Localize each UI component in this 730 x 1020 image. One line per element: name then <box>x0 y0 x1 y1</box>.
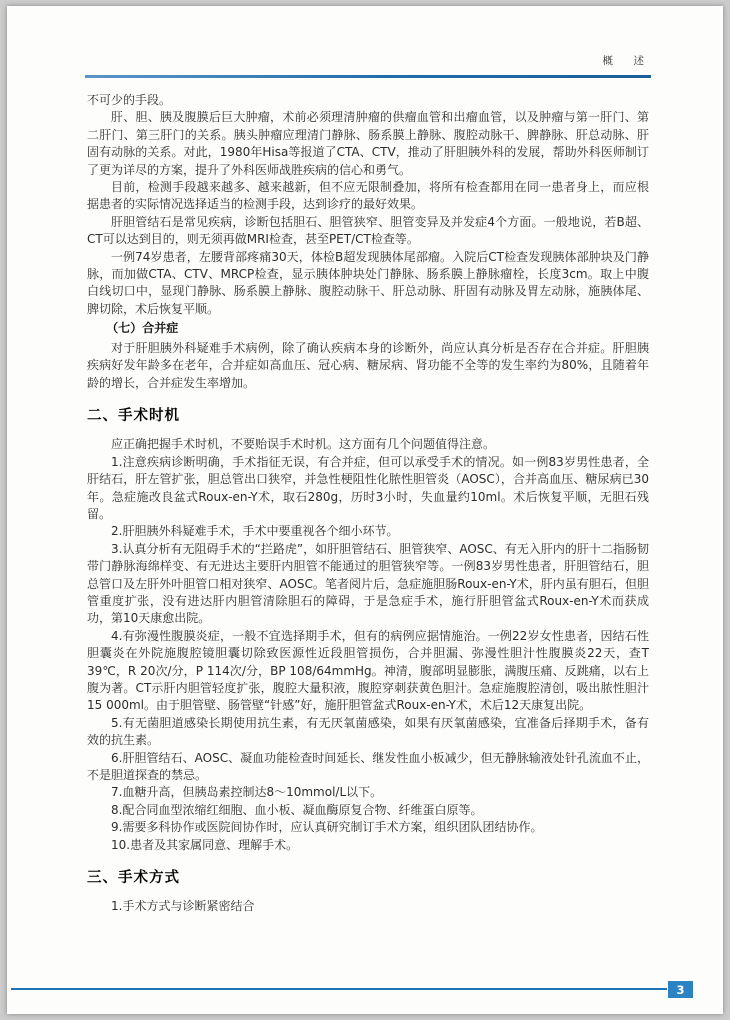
paragraph: 2.肝胆胰外科疑难手术，手术中要重视各个细小环节。 <box>111 524 399 539</box>
page-header <box>85 54 651 78</box>
paragraph: 10.患者及其家属同意、理解手术。 <box>111 837 299 852</box>
subsection-heading: （七）合并症 <box>106 321 179 336</box>
paragraph: 3.认真分析有无阻碍手术的“拦路虎”，如肝胆管结石、胆管狭窄、AOSC、有无入肝内的肝十二指肠韧带门静脉海绵样变、有无进达主要肝内胆管不能通过的胆管狭窄等。一例83岁男性患者，肝胆管结石，胆总管口及左肝外叶胆管口相对狭窄、AOSC。笔者阅片后，急症施胆肠Roux-en-Y术，肝内虽有胆石，但胆管重度扩张，没有进达肝内胆管清除胆石的障碍，于是急症手术，施行肝胆管盆式Roux-en-Y术而获成功，第10天康愈出院。 <box>87 541 649 626</box>
page-header-label: 概 述 <box>602 55 649 67</box>
page-number-badge: 3 <box>668 981 693 998</box>
section-heading: 二、手术时机 <box>87 407 180 424</box>
paragraph: 目前，检测手段越来越多、越来越新，但不应无限制叠加，将所有检查都用在同一患者身上，而应根据患者的实际情况选择适当的检测手段，达到诊疗的最好效果。 <box>87 180 649 212</box>
paragraph: 9.需要多科协作或医院间协作时，应认真研究制订手术方案，组织团队团结协作。 <box>111 820 543 835</box>
paragraph: 肝胆管结石是常见疾病，诊断包括胆石、胆管狭窄、胆管变异及并发症4个方面。一般地说，若B超、CT可以达到目的，则无须再做MRI检查，甚至PET/CT检查等。 <box>87 214 649 247</box>
paragraph: 8.配合同血型浓缩红细胞、血小板、凝血酶原复合物、纤维蛋白原等。 <box>111 802 483 817</box>
paragraph-continuation: 不可少的手段。 <box>87 93 172 107</box>
paragraph: 6.肝胆管结石、AOSC、凝血功能检查时间延长、继发性血小板减少，但无静脉输液处针孔流血不止，不是胆道探查的禁忌。 <box>87 750 649 783</box>
paragraph: 对于肝胆胰外科疑难手术病例，除了确认疾病本身的诊断外，尚应认真分析是否存在合并症。肝胆胰疾病好发年龄多在老年，合并症如高血压、冠心病、糖尿病、肾功能不全等的发生率约为80%，且随着年龄的增长，合并症发生率增加。 <box>87 340 649 390</box>
paragraph: 4.有弥漫性腹膜炎症，一般不宜选择期手术，但有的病例应据情施治。一例22岁女性患者，因结石性胆囊炎在外院施腹腔镜胆囊切除致医源性近段胆管损伤，合并胆漏、弥漫性胆汁性腹膜炎22天，查T 39℃，R 20次/分，P 114次/分，BP 108/64mmHg。神清，腹部明显膨胀，满腹压痛、反跳痛，以右上腹为著。CT示肝内胆管轻度扩张，腹腔大量积液，腹腔穿刺获黄色胆汁。急症施腹腔清创，吸出脓性胆汁15 000ml。由于胆管壁、肠管壁“针感”好，施肝胆管盆式Roux-en-Y术，术后12天康复出院。 <box>87 628 649 713</box>
paragraph: 1.注意疾病诊断明确，手术指征无误，有合并症，但可以承受手术的情况。如一例83岁男性患者，全肝结石，肝左管扩张，胆总管出口狭窄，并急性梗阻性化脓性胆管炎（AOSC），合并高血压、糖尿病已30年。急症施改良盆式Roux-en-Y术，取石280g，历时3小时，失血量约10ml。术后恢复平顺，无胆石残留。 <box>87 454 649 521</box>
paragraph: 应正确把握手术时机，不要贻误手术时机。这方面有几个问题值得注意。 <box>111 437 496 452</box>
paragraph: 7.血糖升高，但胰岛素控制达8～10mmol/L以下。 <box>111 785 383 800</box>
paragraph: 1.手术方式与诊断紧密结合 <box>111 899 255 914</box>
document-page <box>7 6 723 1014</box>
paragraph: 肝、胆、胰及腹膜后巨大肿瘤，术前必须理清肿瘤的供瘤血管和出瘤血管，以及肿瘤与第一肝门、第二肝门、第三肝门的关系。胰头肿瘤应理清门静脉、肠系膜上静脉、腹腔动脉干、脾静脉、肝总动脉、肝固有动脉的关系。对此，1980年Hisa等报道了CTA、CTV，推动了肝胆胰外科的发展，帮助外科医师制订了更为详尽的方案，提升了外科医师战胜疾病的信心和勇气。 <box>87 110 649 177</box>
section-heading: 三、手术方式 <box>87 870 180 887</box>
header-divider <box>85 75 651 78</box>
page-content <box>87 92 649 916</box>
paragraph: 一例74岁患者，左腰背部疼痛30天，体检B超发现胰体尾部瘤。入院后CT检查发现胰体部肿块及门静脉，而加做CTA、CTV、MRCP检查，显示胰体肿块处门静脉、肠系膜上静脉瘤栓，长度3cm。取上中腹白线切口中，显现门静脉、肠系膜上静脉、腹腔动脉干、肝总动脉、肝固有动脉及胃左动脉，施胰体尾、脾切除，术后恢复平顺。 <box>87 249 649 316</box>
paragraph: 5.有无菌胆道感染长期使用抗生素，有无厌氧菌感染，如果有厌氧菌感染，宜准备后择期手术，备有效的抗生素。 <box>87 715 649 748</box>
footer-divider <box>11 988 667 991</box>
